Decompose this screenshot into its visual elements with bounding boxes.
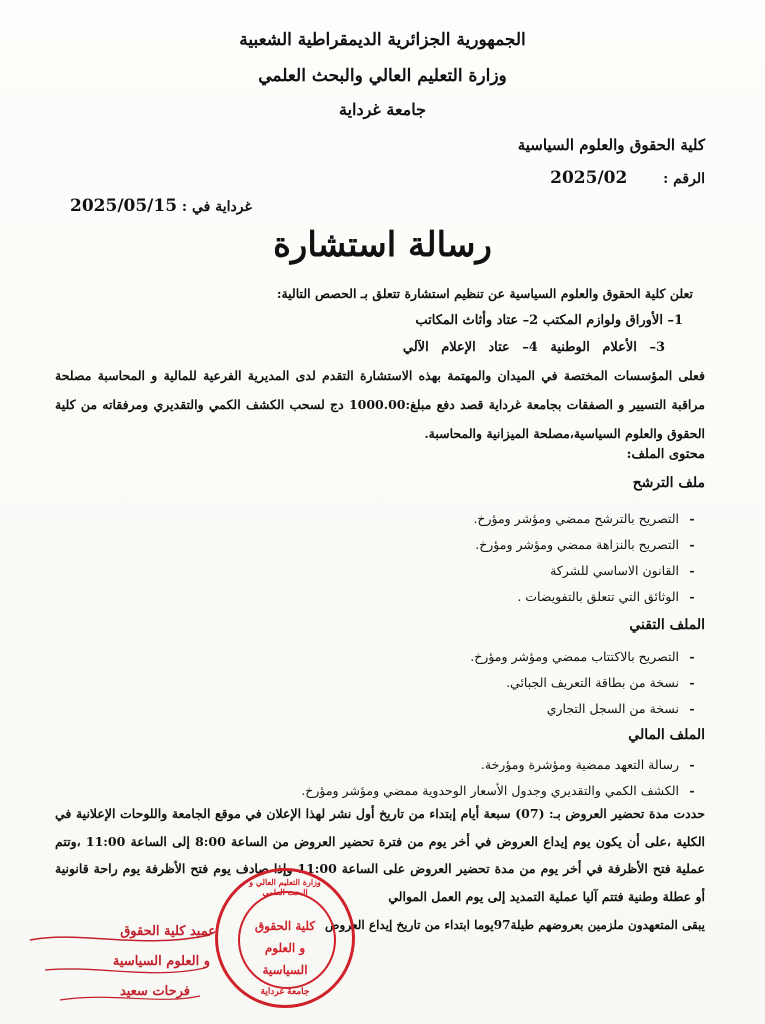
paragraph-deadline: حددت مدة تحضير العروض بـ: (07) سبعة أيام إبتداء من تاريخ أول نشر لهذا الإعلان في موقع الجامعة واللوحات الإعلانية في الكلية ،على أن يكون يوم إيداع العروض في أخر يوم من فترة تحضير العروض من الساعة 8:00 إلى الساعة 11:00 ،وتتم عملية فتح الأظرفة في أخر يوم من مدة تحضير العروض على الساعة 11:00 وإذا صادف يوم فتح الأظرفة يوم راحة قانونية أو عطلة وطنية فتتم آليا عملية التمديد إلى يوم العمل الموالي — [55, 806, 705, 904]
stamp-bottom-ring-text: جامعة غرداية — [260, 987, 310, 997]
lots-row-2: 3– الأعلام الوطنية 4– عتاد الإعلام الآلي — [402, 340, 665, 355]
list-item: -نسخة من السجل التجاري — [546, 701, 695, 716]
list-item: -نسخة من بطاقة التعريف الجبائي. — [506, 675, 695, 690]
financial-file-title: الملف المالي — [628, 727, 705, 743]
university-heading: جامعة غرداية — [339, 100, 426, 119]
intro-text: تعلن كلية الحقوق والعلوم السياسية عن تنظيم استشارة تتعلق بـ الحصص التالية: — [276, 286, 693, 301]
reference-number — [550, 168, 705, 188]
signature-line-3: فرحات سعيد — [119, 984, 190, 999]
date-label: غرداية في : — [181, 199, 252, 215]
list-item: -الوثائق التي تتعلق بالتفويضات . — [517, 589, 695, 604]
stamp-center-text: كلية الحقوق و العلوم السياسية — [254, 919, 316, 977]
faculty-stamp — [215, 868, 355, 1008]
reference-value: 2025/02 — [550, 168, 628, 188]
list-item: -التصريح بالاكتتاب ممضي ومؤشر ومؤرخ. — [470, 649, 695, 664]
republic-heading: الجمهورية الجزائرية الديمقراطية الشعبية — [239, 30, 526, 50]
list-item: -رسالة التعهد ممضية ومؤشرة ومؤرخة. — [480, 757, 695, 772]
list-item: -التصريح بالنزاهة ممضي ومؤشر ومؤرخ. — [475, 537, 695, 552]
financial-file-list — [301, 752, 705, 804]
list-item: -القانون الاساسي للشركة — [550, 563, 695, 578]
issue-date — [70, 196, 252, 216]
ministry-heading: وزارة التعليم العالي والبحث العلمي — [258, 66, 507, 86]
technical-file-list — [470, 644, 705, 722]
reference-label: الرقم : — [663, 171, 705, 187]
candidacy-file-title: ملف الترشح — [632, 475, 705, 491]
paragraph-instructions: فعلى المؤسسات المختصة في الميدان والمهتمة بهذه الاستشارة التقدم لدى المديرية الفرعية للمالية و المحاسبة مصلحة مراقبة التسيير و الصفقات بجامعة غرداية قصد دفع مبلغ:1000.00 دج لسحب الكشف الكمي والتقديري ومرفقاته من كلية الحقوق والعلوم السياسية،مصلحة الميزانية والمحاسبة. — [55, 368, 705, 441]
document-title: رسالة استشارة — [273, 225, 492, 265]
technical-file-title: الملف التقني — [629, 617, 705, 633]
signature-line-2: و العلوم السياسية — [112, 954, 210, 969]
list-item: -التصريح بالترشح ممضي ومؤشر ومؤرخ. — [473, 511, 695, 526]
lots-row-1: 1– الأوراق ولوازم المكتب 2– عتاد وأثاث المكاتب — [415, 313, 683, 328]
candidacy-file-list — [473, 506, 705, 610]
faculty-name: كلية الحقوق والعلوم السياسية — [517, 136, 705, 154]
signature-line-1: عميد كلية الحقوق — [120, 924, 216, 939]
paragraph-validity: يبقى المتعهدون ملزمين بعروضهم طيلة97يوما ابتداء من تاريخ إيداع العروض — [325, 918, 705, 932]
dean-signature — [20, 920, 220, 1015]
list-item: -الكشف الكمي والتقديري وجدول الأسعار الوحدوية ممضي ومؤشر ومؤرخ. — [301, 783, 695, 798]
date-value: 2025/05/15 — [70, 196, 178, 216]
stamp-top-ring-text: وزارة التعليم العالي و البحث العلمي — [249, 877, 321, 897]
file-contents-heading: محتوى الملف: — [626, 447, 705, 462]
